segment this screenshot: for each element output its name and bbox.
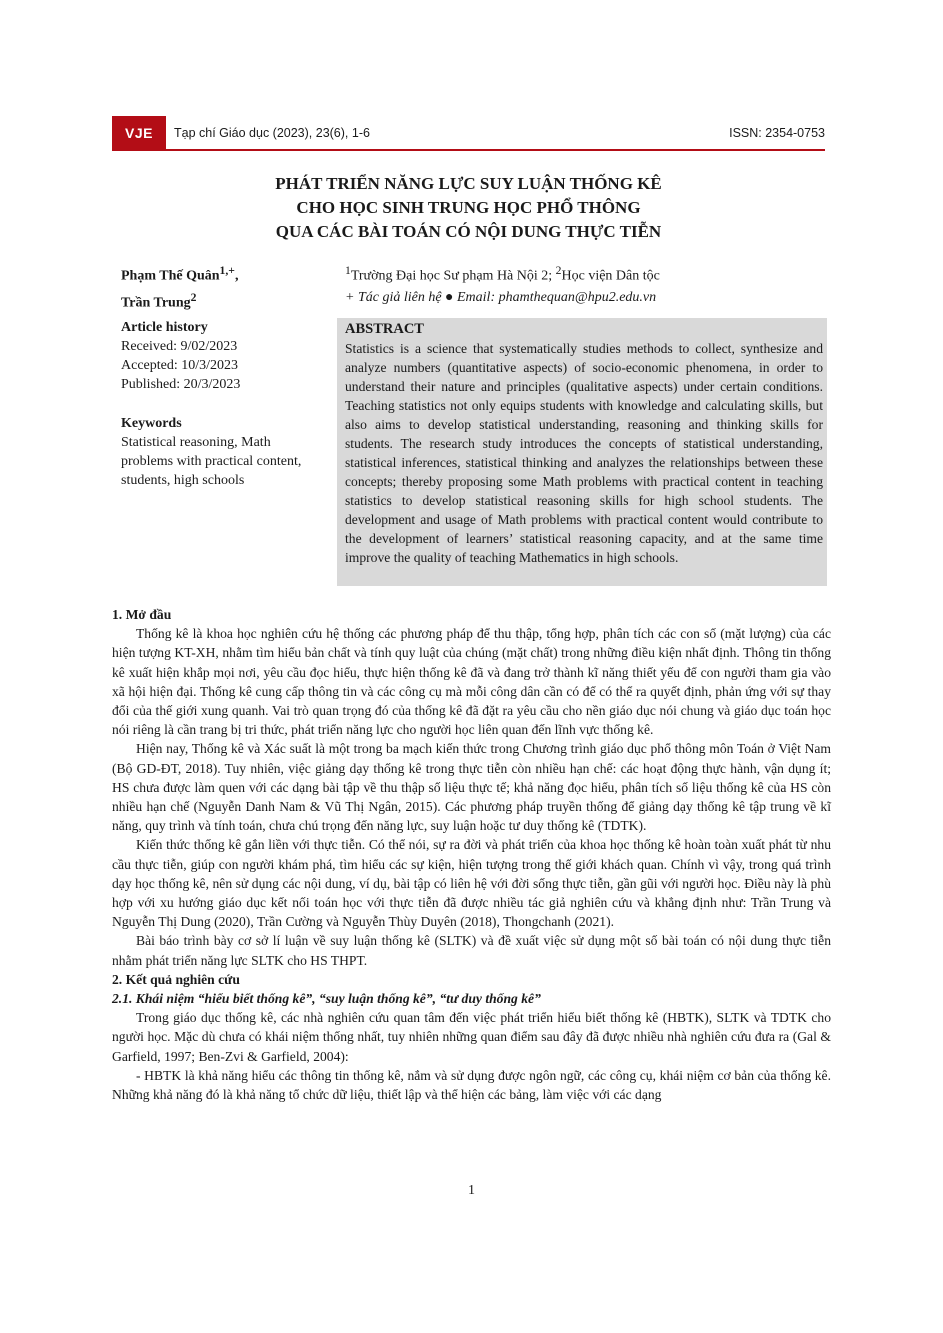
abstract-box xyxy=(337,318,827,586)
author-name: Trần Trung xyxy=(121,295,191,311)
paragraph: Kiến thức thống kê gắn liền với thực tiễn. Có thể nói, sự ra đời và phát triển của khoa học thống kê hoàn toàn xuất phát từ nhu cầu thực tiễn, giúp con người khám phá, tìm hiểu các sự kiện, hiện tượng trong thế giới khách quan. Chính vì vậy, trong quá trình dạy học thống kê, nên sử dụng các nội dung, ví dụ, bài tập có liên hệ với đời sống thực tiễn, gần gũi với người học. Điều này là phù hợp với xu hướng giáo dục kết nối toán học với thực tiễn đã được nhiều tác giả nghiên cứu và khẳng định như: Trần Trung và Nguyễn Thị Dung (2020), Trần Cường và Nguyễn Thùy Duyên (2018), Thongchanh (2021). xyxy=(112,837,831,930)
published-date: Published: 20/3/2023 xyxy=(121,377,241,392)
author-name: Phạm Thế Quân xyxy=(121,268,220,284)
paragraph: Bài báo trình bày cơ sở lí luận về suy luận thống kê (SLTK) và đề xuất việc sử dụng một số bài toán có nội dung thực tiễn nhằm phát triển năng lực SLTK cho HS THPT. xyxy=(112,933,831,968)
title-line-1: PHÁT TRIỂN NĂNG LỰC SUY LUẬN THỐNG KÊ xyxy=(275,174,662,193)
author-superscript: 2 xyxy=(190,290,197,304)
affiliations: $^1$Trường Đại học Sư phạm Hà Nội 2; $^2$Học viện Dân tộc + Tác giả liên hệ ● Email: phamthequan@hpu2.edu.vn xyxy=(345,260,825,308)
title-line-3: QUA CÁC BÀI TOÁN CÓ NỘI DUNG THỰC TIỄN xyxy=(275,222,662,241)
article-history-heading: Article history xyxy=(121,320,208,335)
author-superscript: 1,+ xyxy=(219,264,235,277)
article-history xyxy=(121,318,321,394)
title-line-2: CHO HỌC SINH TRUNG HỌC PHỔ THÔNG xyxy=(296,198,641,217)
affiliation-2: Học viện Dân tộc xyxy=(561,268,660,284)
keywords-heading: Keywords xyxy=(121,416,182,431)
page-number: 1 xyxy=(468,1183,475,1198)
paragraph: Thống kê là khoa học nghiên cứu hệ thống các phương pháp để thu thập, tổng hợp, phân tích các con số (mặt lượng) của các hiện tượng KT-XH, nhằm tìm hiểu bản chất và tính quy luật của chúng (mặt chất) trong những điều kiện nhất định. Thông tin thống kê xuất hiện khắp mọi nơi, yêu cầu đọc hiểu, thực hiện thống kê đã và đang trở thành kĩ năng thiết yếu để con người tham gia vào xã hội hiện đại. Thống kê cung cấp thông tin và các công cụ mà mỗi công dân cần có để có thể ra quyết định, phản ứng với sự thay đổi của thế giới xung quanh. Vai trò quan trọng đó của thống kê đã đặt ra yêu cầu cho nền giáo dục nói chung và giáo dục toán học nói riêng là cần trang bị tri thức, phát triển năng lực cho người học liên quan đến lĩnh vực thống kê. xyxy=(112,626,831,738)
accepted-date: Accepted: 10/3/2023 xyxy=(121,358,239,373)
corresponding-author-contact: + Tác giả liên hệ ● Email: phamthequan@hpu2.edu.vn xyxy=(345,289,657,305)
paper-body xyxy=(112,605,831,1104)
keywords-block xyxy=(121,414,321,490)
header-divider xyxy=(112,149,825,151)
paragraph: - HBTK là khả năng hiểu các thông tin thống kê, nắm và sử dụng được ngôn ngữ, các công cụ, khái niệm cơ bản của thống kê. Những khả năng đó là khả năng tổ chức dữ liệu, thiết lập và thể hiện các bảng, làm việc với các dạng xyxy=(112,1067,831,1103)
section-heading: 2. Kết quả nghiên cứu xyxy=(112,971,240,987)
abstract-heading: ABSTRACT xyxy=(345,321,424,337)
affiliation-1: Trường Đại học Sư phạm Hà Nội 2; xyxy=(350,268,556,284)
paragraph: Hiện nay, Thống kê và Xác suất là một trong ba mạch kiến thức trong Chương trình giáo dục phổ thông môn Toán ở Việt Nam (Bộ GD-ĐT, 2018). Tuy nhiên, việc giảng dạy thống kê trong thực tiễn còn nhiều hạn chế: các hoạt động thực hành, vận dụng ít; HS chưa được làm quen với các dạng bài tập về thu thập số liệu thực tế; khả năng đọc hiểu, phân tích số liệu thống kê của HS còn nhiều hạn chế (Nguyễn Danh Nam & Vũ Thị Ngân, 2015). Các phương pháp truyền thống để giảng dạy thống kê tập trung về kĩ năng, quy trình và tính toán, chưa chú trọng đến năng lực, suy luận hoặc tư duy thống kê (TDTK). xyxy=(112,741,831,834)
journal-logo-badge: VJE xyxy=(112,116,166,150)
abstract-text: Statistics is a science that systematically studies methods to collect, synthesize and analyze numbers (quantitative aspects) of socio-economic phenomena, in order to understand their nature and principles (qualitative aspects) under certain conditions. Teaching statistics not only equips students with knowledge and calculating skills, but also aims to develop statistical understanding, reasoning and thinking skills for students. The research study introduces the concepts of statistical understanding, statistical inferences, statistical thinking and analyzes the relationships between these concepts; thereby proposing some Math problems with practical content in teaching statistics to develop statistical reasoning skills for high school students. The development and usage of Math problems with practical content would contribute to the development of learners’ statistical reasoning capacity, and at the same time improve the quality of teaching Mathematics in high schools. xyxy=(345,341,823,565)
received-date: Received: 9/02/2023 xyxy=(121,339,238,354)
author-list: Phạm Thế Quân$^{1,+}$, Trần Trung$^2$ xyxy=(121,264,239,311)
paragraph: Trong giáo dục thống kê, các nhà nghiên cứu quan tâm đến việc phát triển hiểu biết thống kê (HBTK), SLTK và TDTK cho người học. Mặc dù chưa có khái niệm thống nhất, tuy nhiên những quan điểm sau đây đã được nhiều nhà nghiên cứu đưa ra (Gal & Garfield, 1997; Ben-Zvi & Garfield, 2004): xyxy=(112,1010,831,1064)
journal-citation: Tạp chí Giáo dục (2023), 23(6), 1-6 xyxy=(174,126,370,140)
paper-title xyxy=(112,172,825,244)
journal-issn: ISSN: 2354-0753 xyxy=(729,126,825,140)
section-heading: 1. Mở đầu xyxy=(112,607,172,622)
keywords-text: Statistical reasoning, Math problems with practical content, students, high schools xyxy=(121,435,302,488)
subsection-heading: 2.1. Khái niệm “hiểu biết thống kê”, “suy luận thống kê”, “tư duy thống kê” xyxy=(112,991,541,1007)
